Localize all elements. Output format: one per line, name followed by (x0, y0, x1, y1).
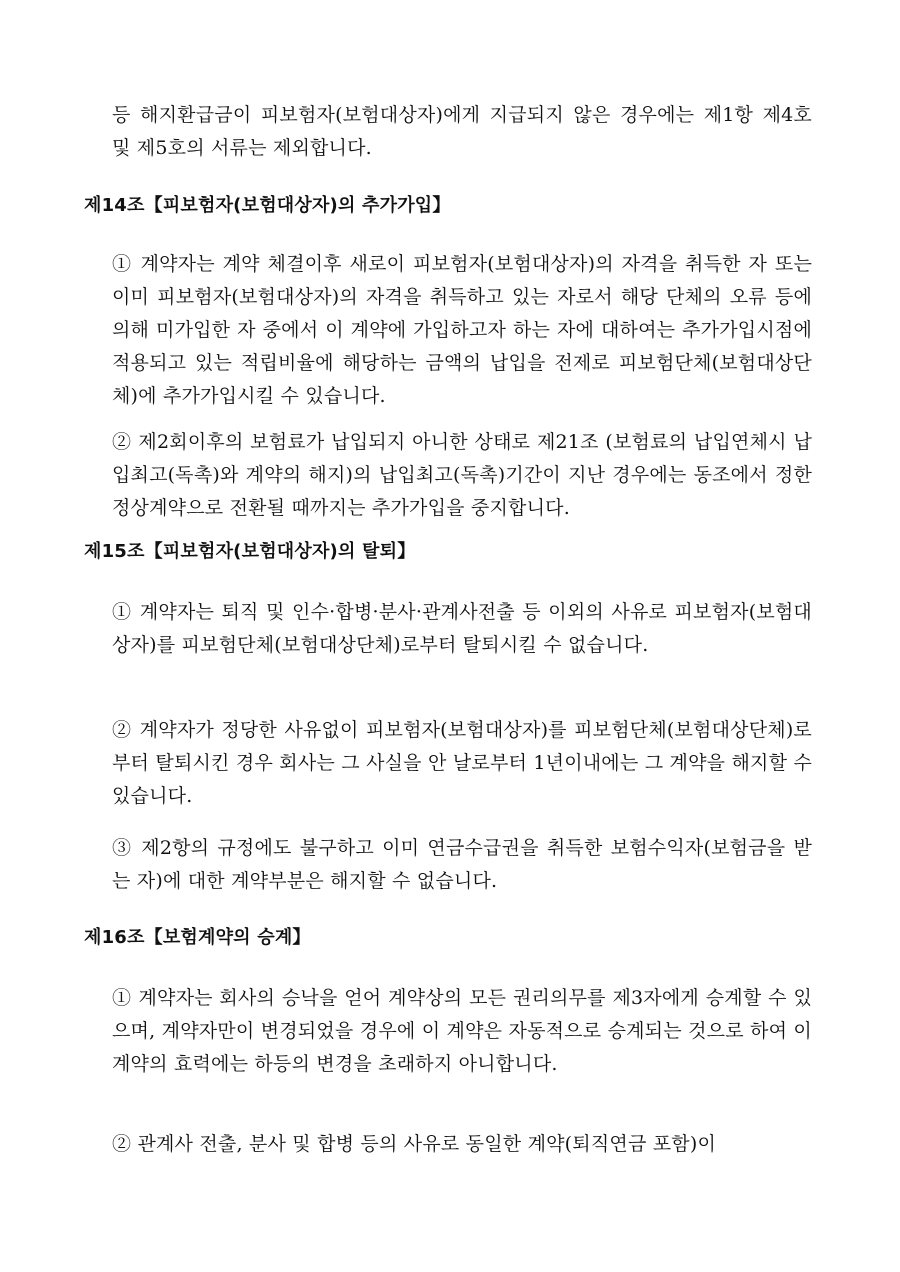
article-15-paragraph-2: ② 계약자가 정당한 사유없이 피보험자(보험대상자)를 피보험단체(보험대상단체)로부터 탈퇴시킨 경우 회사는 그 사실을 안 날로부터 1년이내에는 그 계약을 해지할 수 있습니다. (112, 719, 812, 807)
article-15-paragraph-3: ③ 제2항의 규정에도 불구하고 이미 연금수급권을 취득한 보험수익자(보험금을 받는 자)에 대한 계약부분은 해지할 수 없습니다. (112, 837, 812, 892)
article-14-heading: 제14조【피보험자(보험대상자)의 추가가입】 (84, 195, 451, 216)
intro-paragraph: 등 해지환급금이 피보험자(보험대상자)에게 지급되지 않은 경우에는 제1항 제4호 및 제5호의 서류는 제외합니다. (112, 104, 812, 159)
article-15-paragraph-1: ① 계약자는 퇴직 및 인수·합병·분사·관계사전출 등 이외의 사유로 피보험자(보험대상자)를 피보험단체(보험대상단체)로부터 탈퇴시킬 수 없습니다. (112, 601, 812, 656)
article-14-paragraph-1: ① 계약자는 계약 체결이후 새로이 피보험자(보험대상자)의 자격을 취득한 자 또는 이미 피보험자(보험대상자)의 자격을 취득하고 있는 자로서 해당 단체의 오류 등에 의해 미가입한 자 중에서 이 계약에 가입하고자 하는 자에 대하여는 추가가입시점에 적용되고 있는 적립비율에 해당하는 금액의 납입을 전제로 피보험단체(보험대상단체)에 추가가입시킬 수 있습니다. (112, 253, 812, 407)
article-14-paragraph-2: ② 제2회이후의 보험료가 납입되지 아니한 상태로 제21조 (보험료의 납입연체시 납입최고(독촉)와 계약의 해지)의 납입최고(독촉)기간이 지난 경우에는 동조에서 정한 정상계약으로 전환될 때까지는 추가가입을 중지합니다. (112, 431, 812, 519)
article-15-heading: 제15조【피보험자(보험대상자)의 탈퇴】 (84, 541, 416, 562)
article-16-heading: 제16조【보험계약의 승계】 (84, 927, 311, 948)
article-16-paragraph-2: ② 관계사 전출, 분사 및 합병 등의 사유로 동일한 계약(퇴직연금 포함)이 (112, 1133, 717, 1155)
article-16-paragraph-1: ① 계약자는 회사의 승낙을 얻어 계약상의 모든 권리의무를 제3자에게 승계할 수 있으며, 계약자만이 변경되었을 경우에 이 계약은 자동적으로 승계되는 것으로 하여 이 계약의 효력에는 하등의 변경을 초래하지 아니합니다. (112, 987, 812, 1075)
